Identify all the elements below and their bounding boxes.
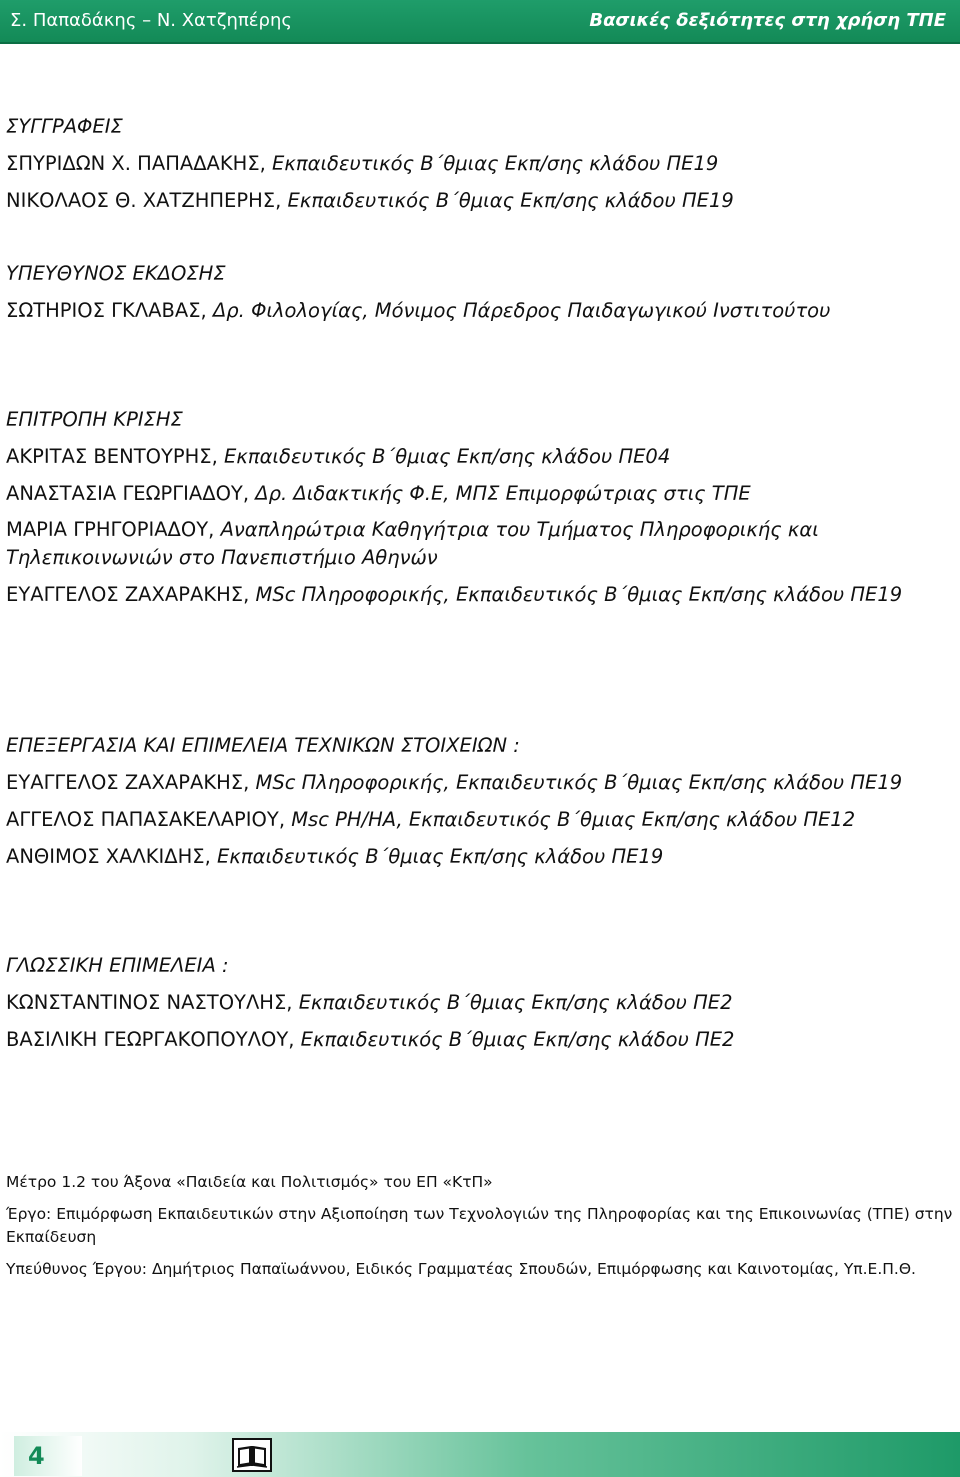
- header-authors: Σ. Παπαδάκης – Ν. Χατζηπέρης: [10, 10, 292, 31]
- editor-heading: ΥΠΕΥΘΥΝΟΣ ΕΚΔΟΣΗΣ: [6, 262, 226, 285]
- editor-entry: [6, 292, 954, 329]
- person-role: Δρ. Διδακτικής Φ.Ε, ΜΠΣ Επιμορφώτριας στις ΤΠΕ: [255, 482, 751, 505]
- person-role: Εκπαιδευτικός Β΄θμιας Εκπ/σης κλάδου ΠΕ04: [224, 445, 671, 468]
- person-name: ΑΚΡΙΤΑΣ ΒΕΝΤΟΥΡΗΣ,: [6, 445, 218, 468]
- person-name: ΚΩΝΣΤΑΝΤΙΝΟΣ ΝΑΣΤΟΥΛΗΣ,: [6, 991, 293, 1014]
- technical-entry: [6, 801, 954, 838]
- person-role: Εκπαιδευτικός Β΄θμιας Εκπ/σης κλάδου ΠΕ2: [298, 991, 733, 1014]
- book-icon-graphic: [234, 1440, 270, 1470]
- program-credits: [6, 1171, 954, 1281]
- person-role: Δρ. Φιλολογίας, Μόνιμος Πάρεδρος Παιδαγωγικού Ινστιτούτου: [212, 299, 831, 322]
- committee-entry: [6, 438, 954, 475]
- language-section: [6, 947, 954, 1058]
- person-name: ΣΠΥΡΙΔΩΝ Χ. ΠΑΠΑΔΑΚΗΣ,: [6, 152, 266, 175]
- person-name: ΕΥΑΓΓΕΛΟΣ ΖΑΧΑΡΑΚΗΣ,: [6, 771, 250, 794]
- person-role: MSc Πληροφορικής, Εκπαιδευτικός Β΄θμιας Εκπ/σης κλάδου ΠΕ19: [255, 583, 903, 606]
- committee-entry: [6, 512, 954, 572]
- technical-section: [6, 727, 954, 875]
- header-book-title: Βασικές δεξιότητες στη χρήση ΤΠΕ: [589, 10, 946, 31]
- committee-entry: [6, 475, 954, 512]
- person-name: ΑΝΑΣΤΑΣΙΑ ΓΕΩΡΓΙΑΔΟΥ,: [6, 482, 250, 505]
- person-role: MSc Πληροφορικής, Εκπαιδευτικός Β΄θμιας Εκπ/σης κλάδου ΠΕ19: [255, 771, 903, 794]
- project-manager-line: Υπεύθυνος Έργου: Δημήτριος Παπαϊωάννου, Ειδικός Γραμματέας Σπουδών, Επιμόρφωσης και Καινοτομίας, Υπ.Ε.Π.Θ.: [6, 1260, 916, 1278]
- technical-heading: ΕΠΕΞΕΡΓΑΣΙΑ ΚΑΙ ΕΠΙΜΕΛΕΙΑ ΤΕΧΝΙΚΩΝ ΣΤΟΙΧΕΙΩΝ :: [6, 734, 520, 757]
- page-footer: [0, 1432, 960, 1477]
- person-name: ΒΑΣΙΛΙΚΗ ΓΕΩΡΓΑΚΟΠΟΥΛΟΥ,: [6, 1028, 295, 1051]
- author-entry: [6, 145, 954, 182]
- committee-section: [6, 401, 954, 613]
- person-name: ΕΥΑΓΓΕΛΟΣ ΖΑΧΑΡΑΚΗΣ,: [6, 583, 250, 606]
- person-name: ΑΝΘΙΜΟΣ ΧΑΛΚΙΔΗΣ,: [6, 845, 211, 868]
- page-header: [0, 0, 960, 44]
- committee-entry: [6, 576, 954, 613]
- language-entry: [6, 1021, 954, 1058]
- person-role: Αναπληρώτρια Καθηγήτρια του Τμήματος Πληροφορικής και Τηλεπικοινωνιών στο Πανεπιστήμιο Αθηνών: [6, 518, 819, 569]
- person-role: Εκπαιδευτικός Β΄θμιας Εκπ/σης κλάδου ΠΕ19: [272, 152, 719, 175]
- person-role: Msc PH/HA, Εκπαιδευτικός Β΄θμιας Εκπ/σης κλάδου ΠΕ12: [291, 808, 856, 831]
- author-entry: [6, 182, 954, 219]
- technical-entry: [6, 838, 954, 875]
- authors-section: [6, 108, 954, 219]
- authors-heading: ΣΥΓΓΡΑΦΕΙΣ: [6, 115, 123, 138]
- person-role: Εκπαιδευτικός Β΄θμιας Εκπ/σης κλάδου ΠΕ19: [287, 189, 734, 212]
- editor-section: [6, 255, 954, 329]
- measure-line: Μέτρο 1.2 του Άξονα «Παιδεία και Πολιτισμός» του ΕΠ «ΚτΠ»: [6, 1173, 493, 1191]
- language-heading: ΓΛΩΣΣΙΚΗ ΕΠΙΜΕΛΕΙΑ :: [6, 954, 229, 977]
- person-name: ΑΓΓΕΛΟΣ ΠΑΠΑΣΑΚΕΛΑΡΙΟΥ,: [6, 808, 286, 831]
- technical-entry: [6, 764, 954, 801]
- project-line: Έργο: Επιμόρφωση Εκπαιδευτικών στην Αξιοποίηση των Τεχνολογιών της Πληροφορίας και της Επικοινωνίας (ΤΠΕ) στην Εκπαίδευση: [6, 1205, 953, 1246]
- person-role: Εκπαιδευτικός Β΄θμιας Εκπ/σης κλάδου ΠΕ19: [217, 845, 664, 868]
- person-role: Εκπαιδευτικός Β΄θμιας Εκπ/σης κλάδου ΠΕ2: [300, 1028, 735, 1051]
- book-icon: [232, 1438, 272, 1472]
- person-name: ΜΑΡΙΑ ΓΡΗΓΟΡΙΑΔΟΥ,: [6, 518, 215, 541]
- person-name: ΣΩΤΗΡΙΟΣ ΓΚΛΑΒΑΣ,: [6, 299, 207, 322]
- committee-heading: ΕΠΙΤΡΟΠΗ ΚΡΙΣΗΣ: [6, 408, 183, 431]
- page-number: 4: [14, 1436, 82, 1476]
- person-name: ΝΙΚΟΛΑΟΣ Θ. ΧΑΤΖΗΠΕΡΗΣ,: [6, 189, 282, 212]
- language-entry: [6, 984, 954, 1021]
